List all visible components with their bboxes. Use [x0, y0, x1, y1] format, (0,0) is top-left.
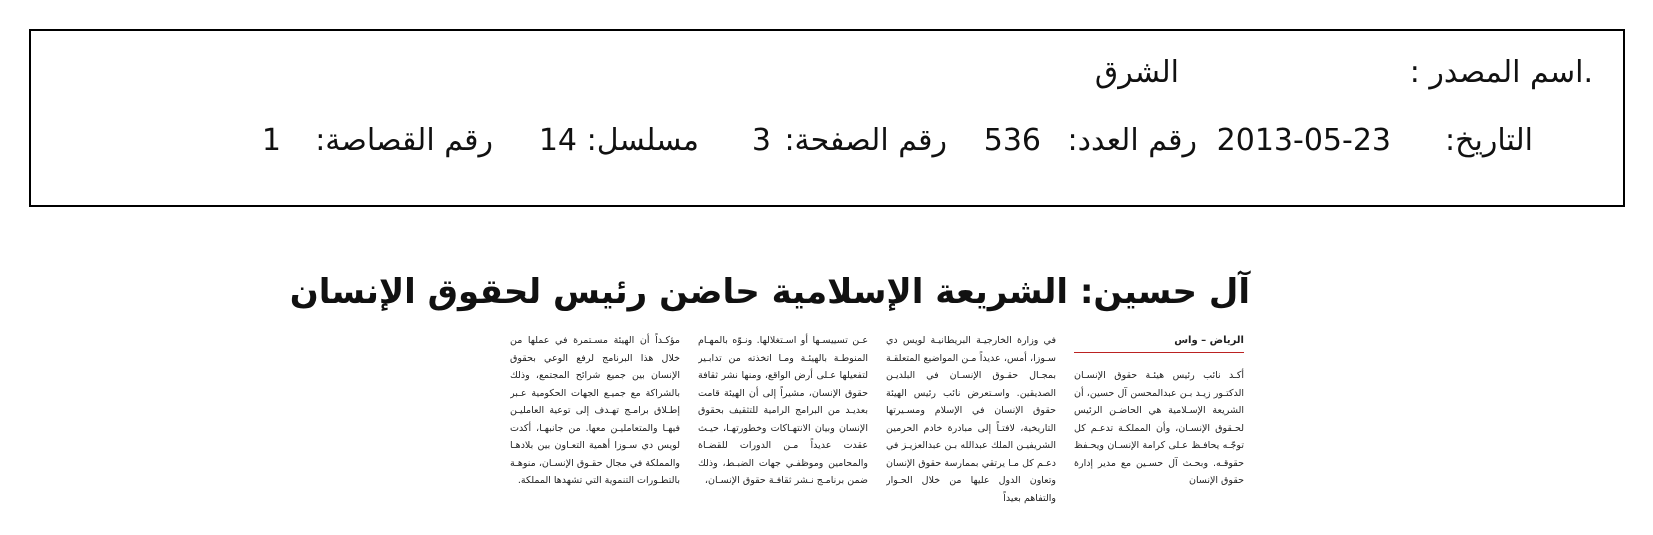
article-column-4 — [510, 332, 680, 522]
column-text: مؤكـداً أن الهيئة مسـتمرة في عملها من خلال هذا البرنامج لرفع الوعي بحقوق الإنسان بين جميع شرائح المجتمع، وذلك بالشراكة مع جميـع الجهات الحكومية عـبر إطـلاق برامـج تهـدف إلى توعية العامليـن فيهـا والمتعامليـن معها. من جانبهـا، أكدت لويس دي سـوزا أهمية التعـاون بين بلادهـا والمملكة في مجال حقـوق الإنسـان، منوهـة بالتطـورات التنموية التي تشهدها المملكة. — [510, 335, 680, 486]
date-label: التاريخ: — [1445, 123, 1533, 158]
newspaper-clipping — [289, 262, 1250, 532]
page-value: 3 — [751, 123, 771, 158]
column-text: أكـد نائب رئيس هيئـة حقوق الإنسـان الدكتـور زيـد بـن عبدالمحسن آل حسين، أن الشريعة الإسـلامية هي الحاضـن الرئيس لحـقوق الإنسـان، وأن المملكـة تدعـم كل توجّـه يحافـظ عـلى كرامة الإنسـان ويحـفظ حقوقـه. وبحـث آل حسـين مع مدير إدارة حقوق الإنسان — [1074, 370, 1244, 486]
column-text: في وزارة الخارجيـة البريطانيـة لويس دي سـوزا، أمس، عديداً مـن المواضيع المتعلقـة بمجـال حقـوق الإنسـان في البلديـن الصديقين. واسـتعرض نائب رئيس الهيئة حقوق الإنسان في الإسلام ومسـيرتها التاريخية، لافتـاً إلى مبادرة خادم الحرمين الشريفيـن الملك عبدالله بـن عبدالعزيـز في دعـم كل مـا يرتقي بممارسة حقوق الإنسان وتعاون الدول عليها من خلال الحـوار والتفاهم بعيداً — [886, 335, 1056, 504]
article-byline: الرياض – واس — [1074, 332, 1244, 353]
serial-label: مسلسل: — [586, 123, 699, 158]
clip-label: رقم القصاصة: — [315, 123, 493, 158]
clipping-metadata-box — [29, 29, 1625, 207]
issue-value: 536 — [983, 123, 1041, 158]
serial-value: 14 — [538, 123, 577, 158]
page-label: رقم الصفحة: — [784, 123, 947, 158]
article-column-3 — [698, 332, 868, 522]
article-headline: آل حسين: الشريعة الإسلامية حاضن رئيس لحقوق الإنسان — [289, 272, 1250, 312]
issue-label: رقم العدد: — [1067, 123, 1197, 158]
source-value: الشرق — [1094, 55, 1179, 90]
article-column-2 — [886, 332, 1056, 522]
source-label: .اسم المصدر : — [1409, 55, 1593, 90]
clip-value: 1 — [261, 123, 281, 158]
article-column-1 — [1074, 332, 1244, 522]
date-value: 2013-05-23 — [1216, 123, 1391, 158]
column-text: عـن تسييسـها أو اسـتغلالها. ونـوّه بالمهـام المنوطـة بالهيئـة ومـا اتخذته من تدابـير لتفعيلها عـلى أرض الواقع، ومنها نشر ثقافة حقوق الإنسان، مشيراً إلى أن الهيئة قامت بعديـد من البرامج الرامية للتثقيف بحقوق الإنسان وبيان الانتهـاكات وخطورتهـا، حيـث عقدت عديداً مـن الدورات للقضـاة والمحامين وموظفـي جهات الضبـط، وذلك ضمن برنامـج نـشر ثقافـة حقوق الإنسـان، — [698, 335, 868, 486]
